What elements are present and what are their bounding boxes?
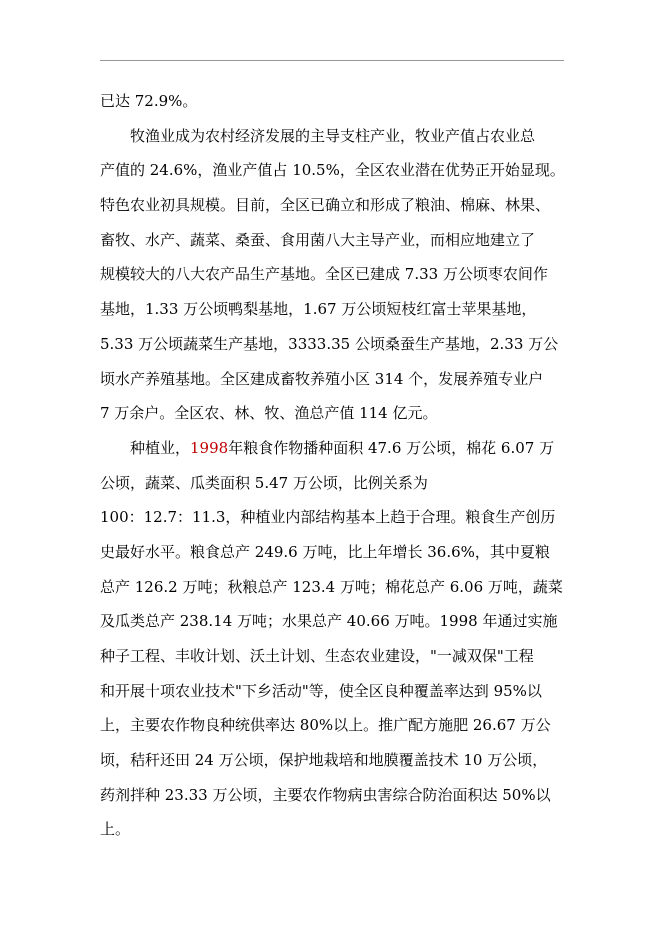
line-11-prefix: 种植业，	[100, 438, 191, 457]
text-line-15: 总产 126.2 万吨；秋粮总产 123.4 万吨；棉花总产 6.06 万吨，蔬菜	[100, 577, 563, 596]
text-line-2: 牧渔业成为农村经济发展的主导支柱产业，牧业产值占农业总	[100, 126, 536, 145]
text-line-4: 特色农业初具规模。目前，全区已确立和形成了粮油、棉麻、林果、	[100, 196, 551, 215]
text-line-22: 上。	[100, 820, 131, 839]
text-line-19: 上，主要农作物良种统供率达 80%以上。推广配方施肥 26.67 万公	[100, 716, 551, 735]
document-body	[100, 84, 570, 847]
text-line-6: 规模较大的八大农产品生产基地。全区已建成 7.33 万公顷枣农间作	[100, 265, 548, 284]
text-line-9: 顷水产养殖基地。全区建成畜牧养殖小区 314 个，发展养殖专业户	[100, 369, 544, 388]
header-rule	[100, 60, 564, 61]
text-line-20: 顷，秸秆还田 24 万公顷，保护地栽培和地膜覆盖技术 10 万公顷，	[100, 751, 548, 770]
text-line-10: 7 万余户。全区农、林、牧、渔总产值 114 亿元。	[100, 404, 438, 423]
text-line-14: 史最好水平。粮食总产 249.6 万吨，比上年增长 36.6%，其中夏粮	[100, 542, 550, 561]
text-line-8: 5.33 万公顷蔬菜生产基地，3333.35 公顷桑蚕生产基地，2.33 万公	[100, 334, 559, 353]
text-line-1: 已达 72.9%。	[100, 92, 198, 110]
text-line-11	[100, 431, 570, 466]
text-line-12: 公顷，蔬菜、瓜类面积 5.47 万公顷，比例关系为	[100, 473, 428, 492]
text-line-13: 100：12.7：11.3，种植业内部结构基本上趋于合理。粮食生产创历	[100, 508, 556, 527]
text-line-7: 基地，1.33 万公顷鸭梨基地，1.67 万公顷短枝红富士苹果基地，	[100, 300, 537, 319]
line-11-suffix: 年粮食作物播种面积 47.6 万公顷，棉花 6.07 万	[228, 438, 555, 457]
text-line-16: 及瓜类总产 238.14 万吨；水果总产 40.66 万吨。1998 年通过实施	[100, 612, 558, 631]
text-line-21: 药剂拌种 23.33 万公顷，主要农作物病虫害综合防治面积达 50%以	[100, 785, 551, 804]
highlighted-year: 1998	[190, 438, 229, 457]
text-line-3: 产值的 24.6%，渔业产值占 10.5%，全区农业潜在优势正开始显现。	[100, 161, 565, 180]
text-line-18: 和开展十项农业技术"下乡活动"等，使全区良种覆盖率达到 95%以	[100, 681, 542, 700]
text-line-5: 畜牧、水产、蔬菜、桑蚕、食用菌八大主导产业，而相应地建立了	[100, 230, 536, 249]
text-line-17: 种子工程、丰收计划、沃土计划、生态农业建设，"一减双保"工程	[100, 647, 534, 665]
